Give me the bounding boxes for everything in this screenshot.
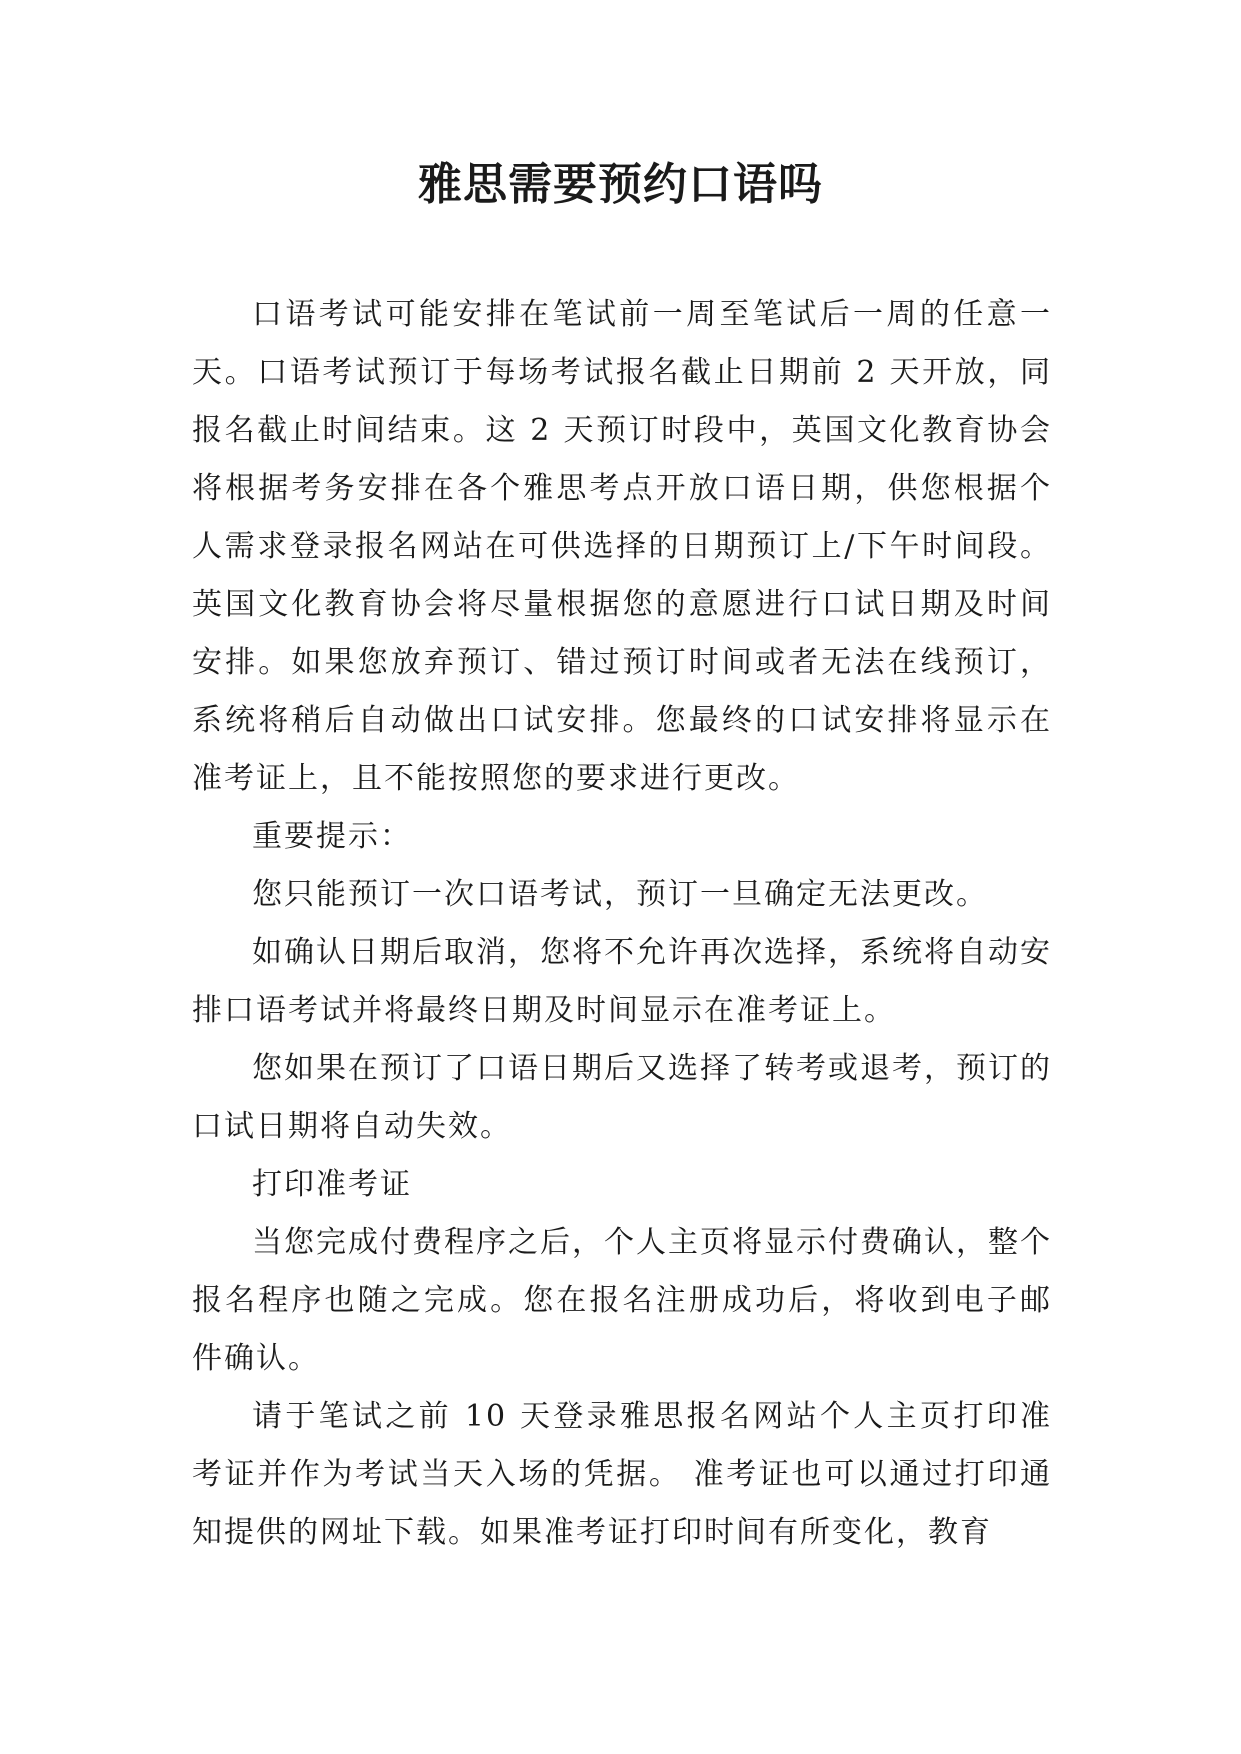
paragraph-oral-exam-scheduling: 口语考试可能安排在笔试前一周至笔试后一周的任意一天。口语考试预订于每场考试报名截止日期前 2 天开放，同报名截止时间结束。这 2 天预订时段中，英国文化教育协会将根据考务安排在各个雅思考点开放口语日期，供您根据个人需求登录报名网站在可供选择的日期预订上/下午时间段。英国文化教育协会将尽量根据您的意愿进行口试日期及时间安排。如果您放弃预订、错过预订时间或者无法在线预订，系统将稍后自动做出口试安排。您最终的口试安排将显示在准考证上，且不能按照您的要求进行更改。 [192,297,1052,796]
paragraph-important-notice-heading: 重要提示： [252,819,412,854]
paragraph-single-booking: 您只能预订一次口语考试，预订一旦确定无法更改。 [252,877,988,912]
paragraph-transfer-withdrawal: 您如果在预订了口语日期后又选择了转考或退考，预订的口试日期将自动失效。 [192,1051,1052,1144]
paragraph-print-admission-heading: 打印准考证 [252,1167,412,1202]
paragraph-print-admission-ticket: 请于笔试之前 10 天登录雅思报名网站个人主页打印准考证并作为考试当天入场的凭据。 准考证也可以通过打印通知提供的网址下载。如果准考证打印时间有所变化，教育 [192,1399,1052,1550]
document-title: 雅思需要预约口语吗 [418,159,823,210]
paragraph-payment-confirmation: 当您完成付费程序之后，个人主页将显示付费确认，整个报名程序也随之完成。您在报名注册成功后，将收到电子邮件确认。 [192,1225,1052,1376]
document-body [192,286,1052,1562]
paragraph-cancellation: 如确认日期后取消，您将不允许再次选择，系统将自动安排口语考试并将最终日期及时间显示在准考证上。 [192,935,1052,1028]
